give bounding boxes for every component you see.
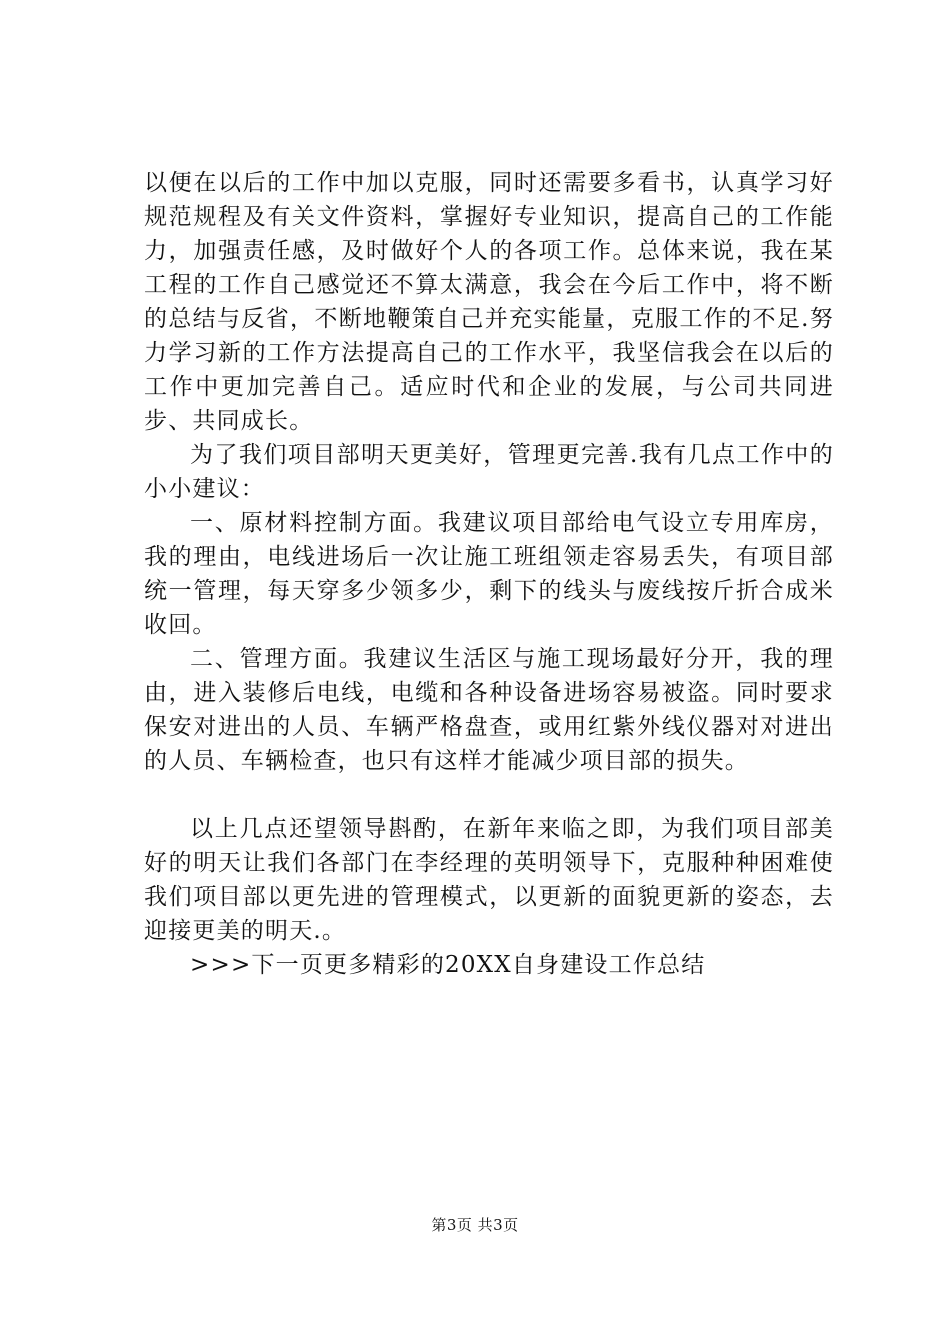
paragraph-closing: 以上几点还望领导斟酌，在新年来临之即，为我们项目部美好的明天让我们各部门在李经理的英明领导下，克服种种困难使我们项目部以更先进的管理模式，以更新的面貌更新的姿态，去迎接更美的明天.。 (144, 816, 834, 944)
next-page-link[interactable]: >>>下一页更多精彩的20XX自身建设工作总结 (190, 952, 706, 978)
paragraph-suggestion-intro: 为了我们项目部明天更美好，管理更完善.我有几点工作中的小小建议： (144, 442, 834, 502)
document-body (144, 166, 834, 982)
paragraph-spacer (144, 778, 834, 812)
paragraph-suggestion-materials: 一、原材料控制方面。我建议项目部给电气设立专用库房，我的理由，电线进场后一次让施工班组领走容易丢失，有项目部统一管理，每天穿多少领多少，剩下的线头与废线按斤折合成米收回。 (144, 510, 834, 638)
paragraph-suggestion-management: 二、管理方面。我建议生活区与施工现场最好分开，我的理由，进入装修后电线，电缆和各种设备进场容易被盗。同时要求保安对进出的人员、车辆严格盘查，或用红紫外线仪器对对进出的人员、车辆检查，也只有这样才能减少项目部的损失。 (144, 646, 834, 774)
paragraph-continuation: 以便在以后的工作中加以克服，同时还需要多看书，认真学习好规范规程及有关文件资料，掌握好专业知识，提高自己的工作能力，加强责任感，及时做好个人的各项工作。总体来说，我在某工程的工作自己感觉还不算太满意，我会在今后工作中，将不断的总结与反省，不断地鞭策自己并充实能量，克服工作的不足.努力学习新的工作方法提高自己的工作水平，我坚信我会在以后的工作中更加完善自己。适应时代和企业的发展，与公司共同进步、共同成长。 (144, 170, 834, 434)
page-number-footer: 第3页 共3页 (431, 1216, 519, 1234)
